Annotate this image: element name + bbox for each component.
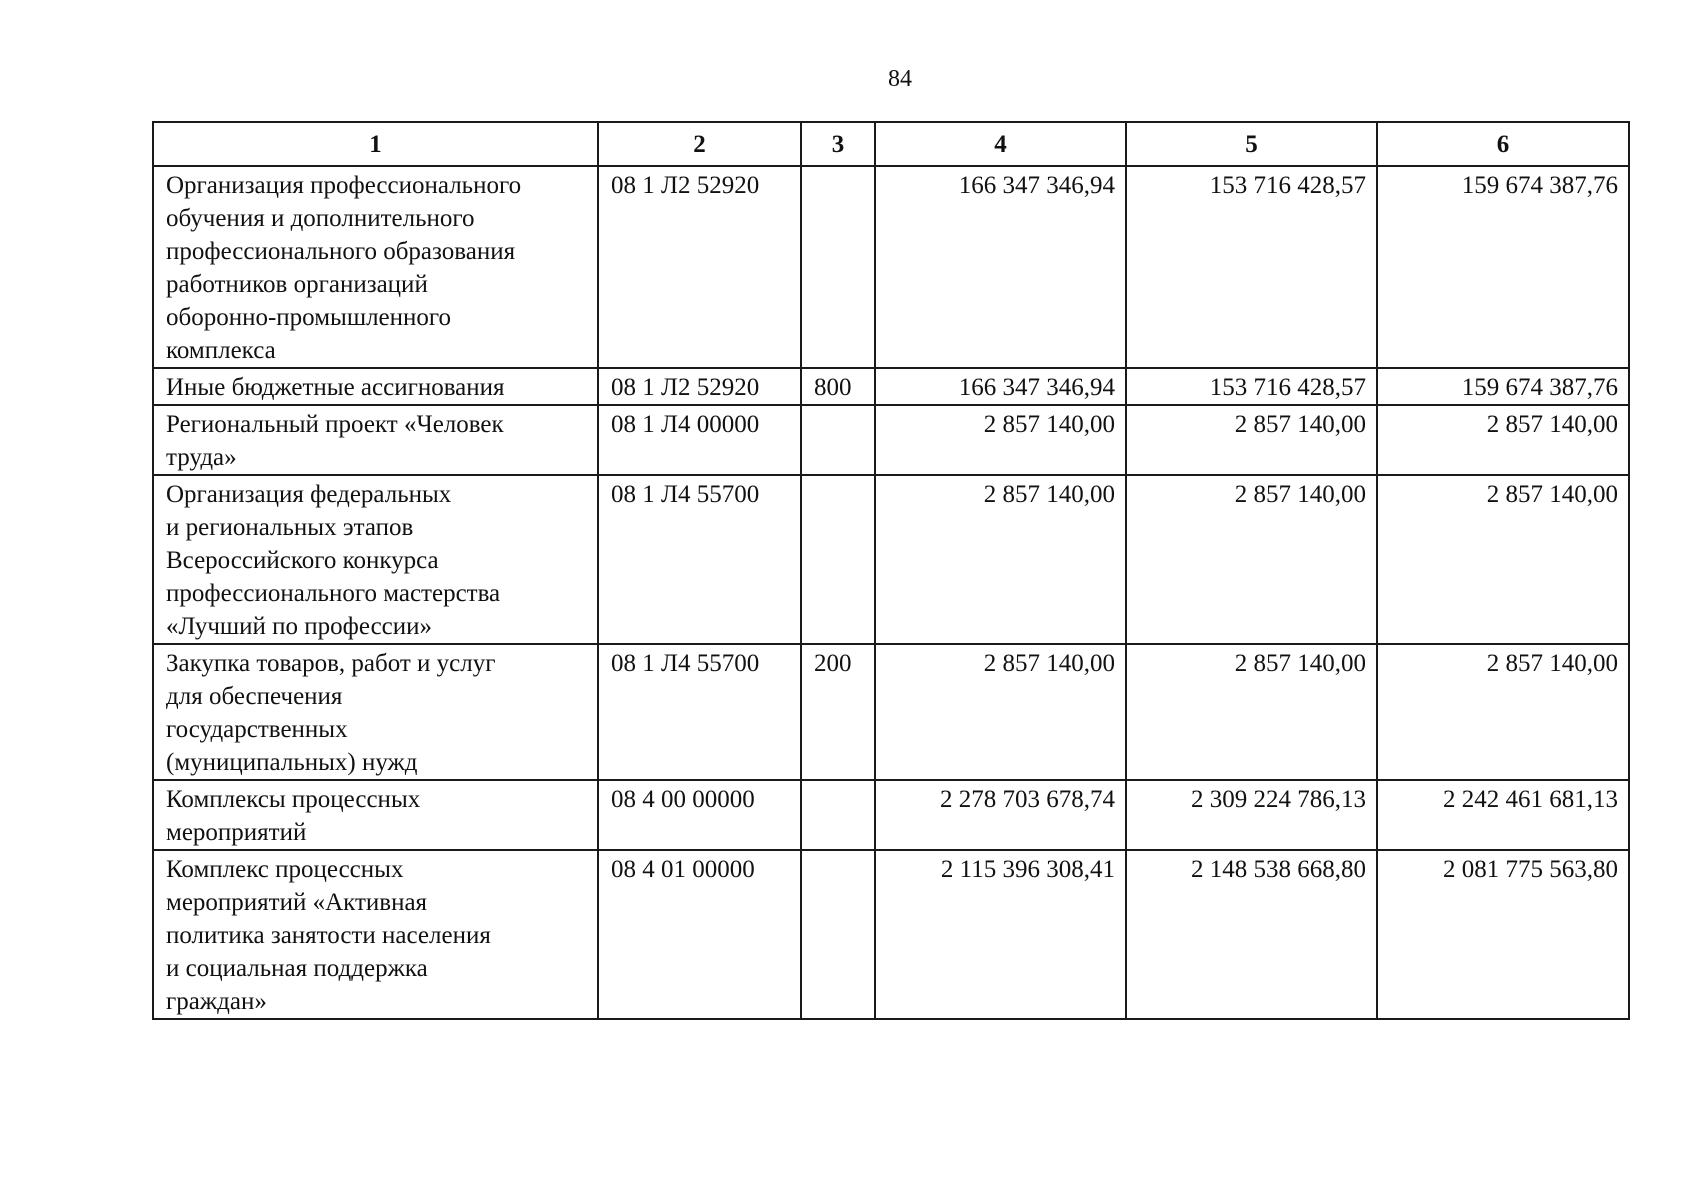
row-amount-col6: 2 857 140,00 [1377, 405, 1629, 475]
page-number: 84 [888, 66, 912, 92]
column-header: 5 [1126, 122, 1377, 166]
row-amount-col5: 153 716 428,57 [1126, 166, 1377, 368]
row-amount-col4: 2 857 140,00 [875, 475, 1126, 644]
table-row [153, 368, 1629, 405]
header-row [153, 122, 1629, 166]
table-row [153, 644, 1629, 780]
table-row [153, 780, 1629, 850]
row-amount-col4: 2 857 140,00 [875, 405, 1126, 475]
row-target-article: 08 4 01 00000 [598, 850, 801, 1019]
column-header: 2 [598, 122, 801, 166]
row-amount-col4: 166 347 346,94 [875, 166, 1126, 368]
column-header: 3 [801, 122, 875, 166]
row-amount-col6: 159 674 387,76 [1377, 166, 1629, 368]
row-target-article: 08 1 Л2 52920 [598, 166, 801, 368]
row-name: Региональный проект «Человек труда» [153, 405, 598, 475]
row-amount-col6: 159 674 387,76 [1377, 368, 1629, 405]
row-amount-col4: 2 857 140,00 [875, 644, 1126, 780]
row-name: Комплекс процессных мероприятий «Активная политика занятости населения и социальная поддержка граждан» [153, 850, 598, 1019]
row-name: Иные бюджетные ассигнования [153, 368, 598, 405]
row-expense-type: 800 [801, 368, 875, 405]
row-name: Закупка товаров, работ и услуг для обеспечения государственных (муниципальных) нужд [153, 644, 598, 780]
row-amount-col6: 2 242 461 681,13 [1377, 780, 1629, 850]
row-amount-col4: 166 347 346,94 [875, 368, 1126, 405]
column-header: 4 [875, 122, 1126, 166]
table-row [153, 405, 1629, 475]
row-name: Комплексы процессных мероприятий [153, 780, 598, 850]
row-target-article: 08 1 Л2 52920 [598, 368, 801, 405]
row-amount-col5: 2 309 224 786,13 [1126, 780, 1377, 850]
row-expense-type: 200 [801, 644, 875, 780]
table-row [153, 850, 1629, 1019]
row-name: Организация федеральных и региональных этапов Всероссийского конкурса профессионального мастерства «Лучший по профессии» [153, 475, 598, 644]
row-expense-type [801, 166, 875, 368]
table-row [153, 475, 1629, 644]
budget-table [152, 121, 1630, 1020]
row-expense-type [801, 405, 875, 475]
row-amount-col5: 2 148 538 668,80 [1126, 850, 1377, 1019]
row-amount-col4: 2 278 703 678,74 [875, 780, 1126, 850]
row-amount-col4: 2 115 396 308,41 [875, 850, 1126, 1019]
column-header: 1 [153, 122, 598, 166]
row-target-article: 08 4 00 00000 [598, 780, 801, 850]
column-header: 6 [1377, 122, 1629, 166]
row-target-article: 08 1 Л4 00000 [598, 405, 801, 475]
row-expense-type [801, 475, 875, 644]
row-amount-col5: 2 857 140,00 [1126, 475, 1377, 644]
table-row [153, 166, 1629, 368]
row-amount-col5: 2 857 140,00 [1126, 405, 1377, 475]
row-amount-col5: 2 857 140,00 [1126, 644, 1377, 780]
row-amount-col6: 2 081 775 563,80 [1377, 850, 1629, 1019]
row-expense-type [801, 850, 875, 1019]
row-expense-type [801, 780, 875, 850]
row-amount-col6: 2 857 140,00 [1377, 644, 1629, 780]
row-target-article: 08 1 Л4 55700 [598, 644, 801, 780]
row-amount-col6: 2 857 140,00 [1377, 475, 1629, 644]
row-amount-col5: 153 716 428,57 [1126, 368, 1377, 405]
row-target-article: 08 1 Л4 55700 [598, 475, 801, 644]
row-name: Организация профессионального обучения и дополнительного профессионального образования работников организаций оборонно-промышленного комплекса [153, 166, 598, 368]
